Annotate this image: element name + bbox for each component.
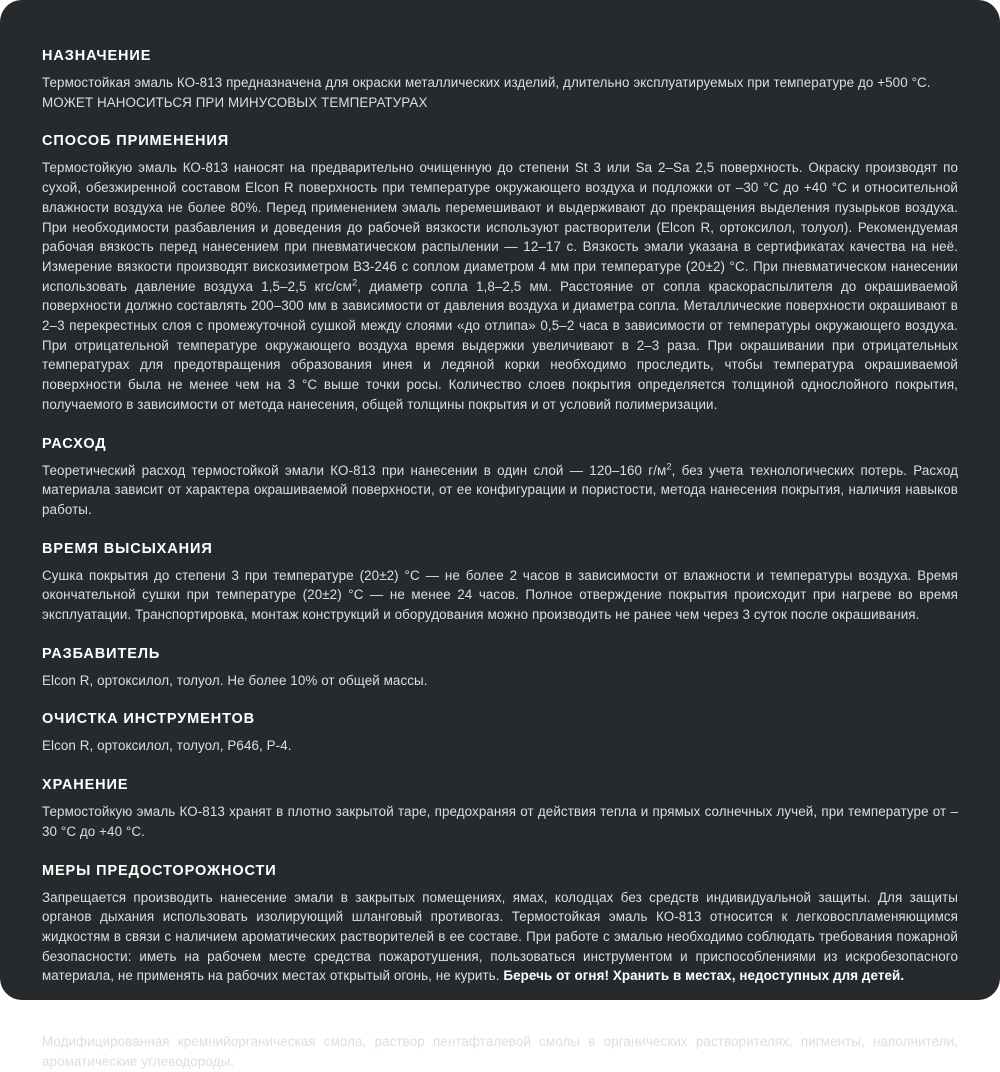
consumption-text-part1: Теоретический расход термостойкой эмали КО-813 при нанесении в один слой — 120–160 г/м [42,462,667,478]
section-composition [42,1007,958,1071]
section-application-method [42,133,958,414]
section-title-consumption: РАСХОД [42,435,107,452]
application-text-part2: , диаметр сопла 1,8–2,5 мм. Расстояние от сопла краскораспылителя до окрашиваемой поверхности должно составлять 200–300 мм в зависимости от давления воздуха и диаметра сопла. Металлические поверхности окрашивают в 2–3 перекрестных слоя с промежуточной сушкой между слоями «до отлипа» 0,5–2 часа в зависимости от температуры окружающего воздуха. При отрицательной температуре окружающего воздуха время выдержки увеличивают в 2–3 раза. При окрашивании при отрицательных температурах для предотвращения образования инея и ледяной корки необходимо проследить, чтобы температура окрашиваемой поверхности была не менее чем на 3 °С выше точки росы. Количество слоев покрытия определяется толщиной однослойного покрытия, получаемого в зависимости от метода нанесения, общей толщины покрытия и от условий полимеризации. [42,278,958,412]
section-title-purpose: НАЗНАЧЕНИЕ [42,48,152,64]
section-body-tool-cleaning: Elcon R, ортоксилол, толуол, Р646, Р-4. [42,738,292,754]
section-title-safety: МЕРЫ ПРЕДОСТОРОЖНОСТИ [42,862,277,879]
application-text-part1: Термостойкую эмаль КО-813 наносят на предварительно очищенную до степени St 3 или Sa 2–Sa 2,5 поверхность. Окраску производят по сухой, обезжиренной составом Elcon R поверхность при температуре окружающего воздуха и подложки от –30 °С до +40 °С и относительной влажности воздуха не более 80%. Перед применением эмаль перемешивают и выдерживают до прекращения выделения пузырьков воздуха. При необходимости разбавления и доведения до рабочей вязкости используют растворители (Elcon R, ортоксилол, толуол). Рекомендуемая рабочая вязкость перед нанесением при пневматическом распылении — 12–17 с. Вязкость эмали указана в сертификатах качества на неё. Измерение вязкости производят вискозиметром ВЗ-246 с соплом диаметром 4 мм при температуре (20±2) °С. При пневматическом нанесении использовать давление воздуха 1,5–2,5 кгс/см [42,160,958,294]
section-title-thinner: РАЗБАВИТЕЛЬ [42,645,161,662]
section-body-storage: Термостойкую эмаль КО-813 хранят в плотно закрытой таре, предохраняя от действия тепла и прямых солнечных лучей, при температуре от –30 °С до +40 °С. [42,804,958,839]
purpose-text: Термостойкая эмаль КО-813 предназначена для окраски металлических изделий, длительно эксплуатируемых при температуре до +500 °С. [42,75,931,90]
document-content [42,48,958,1072]
section-body-purpose [42,73,958,112]
section-body-application-method [42,158,958,414]
section-title-tool-cleaning: ОЧИСТКА ИНСТРУМЕНТОВ [42,711,256,728]
section-body-composition: Модифицированная кремнийорганическая смола, раствор пентафталевой смолы в органических растворителях, пигменты, наполнители, ароматические углеводороды. [42,1034,958,1069]
section-tool-cleaning [42,711,958,756]
section-thinner [42,646,958,691]
consumption-superscript: 2 [666,461,672,472]
safety-text: Запрещается производить нанесение эмали в закрытых помещениях, ямах, колодцах без средств индивидуальной защиты. Для защиты органов дыхания использовать изолирующий шланговый противогаз. Термостойкая эмаль КО-813 относится к легковоспламеняющимся жидкостям в связи с наличием ароматических растворителей в ее составе. При работе с эмалью необходимо соблюдать требования пожарной безопасности: иметь на рабочем месте средства пожаротушения, пользоваться инструментом и приспособлениями из искробезопасного материала, не применять на рабочих местах открытый огонь, не курить. [42,889,958,984]
section-purpose [42,48,958,112]
section-title-drying-time: ВРЕМЯ ВЫСЫХАНИЯ [42,540,213,557]
safety-warning: Беречь от огня! Хранить в местах, недоступных для детей. [503,968,905,984]
application-superscript: 2 [351,277,358,288]
section-title-storage: ХРАНЕНИЕ [42,777,129,794]
section-drying-time [42,541,958,625]
section-title-composition: СОСТАВ [42,1007,108,1024]
section-consumption [42,436,958,520]
purpose-subnote: МОЖЕТ НАНОСИТЬСЯ ПРИ МИНУСОВЫХ ТЕМПЕРАТУРАХ [42,94,428,110]
section-title-application-method: СПОСОБ ПРИМЕНЕНИЯ [42,133,230,150]
section-body-consumption [42,461,958,520]
section-body-thinner: Elcon R, ортоксилол, толуол. Не более 10% от общей массы. [42,672,428,688]
consumption-text-part2: , без учета технологических потерь. Расход материала зависит от характера окрашиваемой поверхности, от ее конфигурации и пористости, метода нанесения покрытия, наличия навыков работы. [42,462,958,517]
section-body-safety [42,888,958,987]
section-body-drying-time: Сушка покрытия до степени 3 при температуре (20±2) °С — не более 2 часов в зависимости от влажности и температуры воздуха. Время окончательной сушки при температуре (20±2) °С — не менее 24 часов. Полное отверждение покрытия происходит при нагреве во время эксплуатации. Транспортировка, монтаж конструкций и оборудования можно производить не ранее чем через 3 суток после окрашивания. [42,567,958,623]
section-safety [42,863,958,987]
section-storage [42,777,958,841]
